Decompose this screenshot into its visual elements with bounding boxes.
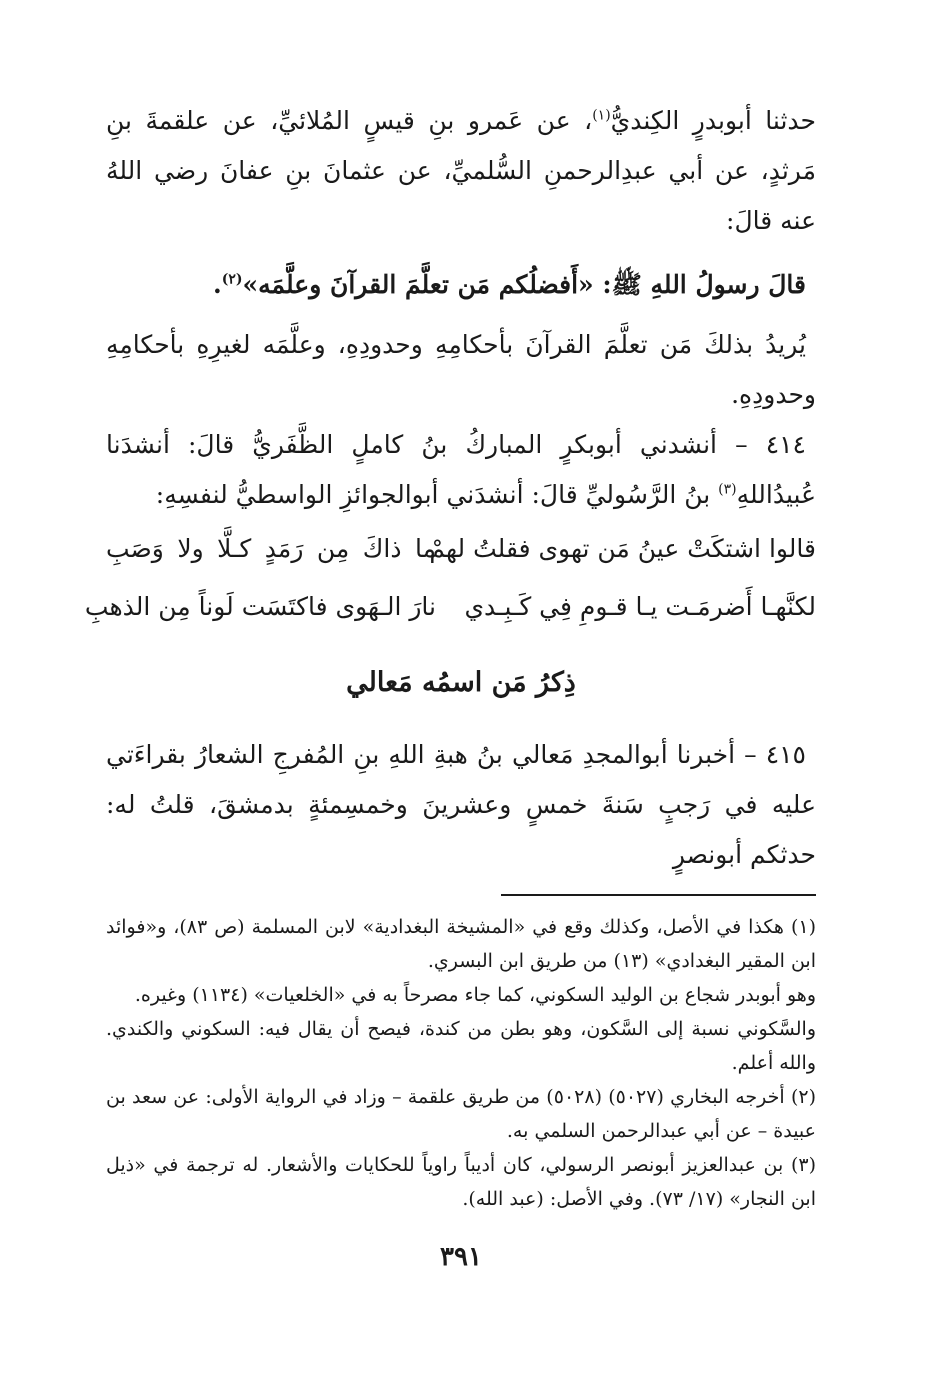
narration-number: ٤١٤	[765, 430, 806, 459]
book-page	[84, 96, 816, 1272]
isnad-paragraph	[106, 96, 816, 246]
verse-second-hemistich: ما ذاكَ مِن رَمَدٍ كـلَّا ولا وَصَبِ	[106, 534, 436, 563]
footnote-text: أخرجه البخاري (٥٠٢٧) (٥٠٢٨) من طريق علقمة – وزاد في الرواية الأولى: عن سعد بن عبيدة – عن أبي عبدالرحمن السلمي به.	[106, 1086, 816, 1142]
footnote-1-continued	[106, 1012, 816, 1080]
footnote-ref-2[interactable]: (٢)	[221, 271, 243, 288]
verse-first-hemistich: لكنَّهـا أَضرمَـت يـا قـومِ فِي كَـبِـدي	[464, 592, 816, 621]
narration-text: – أخبرنا أبوالمجدِ مَعالي بنُ هبةِ اللهِ بنِ المُفرجِ الشعارُ بقراءَتي عليه في رَجبٍ سَنةَ خمسٍ وعشرينَ وخمسِمئةٍ بدمشقَ، قلتُ له: حدثكم أبونصرٍ	[106, 740, 816, 869]
footnote-text: والسَّكوني نسبة إلى السَّكون، وهو بطن من كندة، فيصح أن يقال فيه: السكوني والكندي. والله أعلم.	[106, 1018, 816, 1074]
isnad-text-start: حدثنا أبوبدرٍ الكِنديُّ	[610, 106, 816, 135]
footnote-ref-3[interactable]: (٣)	[718, 481, 737, 498]
poem-verse	[106, 520, 816, 578]
hadith-end: .	[213, 270, 222, 299]
narration-414	[106, 420, 816, 520]
footnote-3	[106, 1148, 816, 1216]
page-number: ٣٩١	[440, 1242, 482, 1272]
verse-first-hemistich: قالوا اشتكَتْ عينُ مَن تهوى فقلتُ لهمْ	[429, 534, 816, 563]
footnote-text: هكذا في الأصل، وكذلك وقع في «المشيخة البغدادية» لابن المسلمة (ص ٨٣)، و«فوائد ابن المقير البغدادي» (١٣) من طريق ابن البسري.	[106, 916, 816, 972]
hadith-text	[106, 260, 816, 310]
footnotes	[106, 910, 816, 1216]
footnote-marker: (١)	[790, 916, 816, 938]
section-heading: ذِكرُ مَن اسمُه مَعالي	[346, 667, 576, 698]
hadith-body: قالَ رسولُ اللهِ ﷺ: «أَفضلُكم مَن تعلَّمَ القرآنَ وعلَّمَه»	[242, 270, 806, 299]
footnote-text: وهو أبوبدر شجاع بن الوليد السكوني، كما جاء مصرحاً به في «الخلعيات» (١١٣٤) وغيره.	[134, 984, 816, 1006]
explanation-paragraph: يُريدُ بذلكَ مَن تعلَّمَ القرآنَ بأحكامِهِ وحدودِهِ، وعلَّمَه لغيرِهِ بأحكامِهِ وحدودِهِ.	[106, 330, 816, 409]
isnad-text-rest: ، عن عَمرو بنِ قيسٍ المُلائيِّ، عن علقمةَ بنِ مَرثدٍ، عن أبي عبدِالرحمنِ السُّلميِّ، عن عثمانَ بنِ عفانَ رضي اللهُ عنه قالَ:	[106, 106, 816, 235]
footnote-separator	[501, 894, 816, 896]
footnote-marker: (٣)	[790, 1154, 816, 1176]
footnote-text: بن عبدالعزيز أبونصر الرسولي، كان أديباً راوياً للحكايات والأشعار. له ترجمة في «ذيل ابن النجار» (١٧/ ٧٣). وفي الأصل: (عبد الله).	[106, 1154, 816, 1210]
footnote-1-continued	[106, 978, 816, 1012]
main-text	[84, 96, 816, 880]
verse-second-hemistich: نارَ الـهَوى فاكتَسَت لَوناً مِن الذهبِ	[84, 592, 436, 621]
poem	[84, 520, 816, 636]
narration-text: – أنشدني أبوبكرٍ المباركُ بنُ كاملٍ الظَّفَريُّ قالَ: أنشدَنا عُبيدُاللهِ	[106, 430, 816, 509]
footnote-ref-1[interactable]: (١)	[592, 107, 611, 124]
footnote-marker: (٢)	[790, 1086, 816, 1108]
narration-415	[106, 730, 816, 880]
narration-number: ٤١٥	[765, 740, 806, 769]
narration-text-rest: بنُ الرَّسُوليِّ قالَ: أنشدَني أبوالجوائزِ الواسطيُّ لنفسِهِ:	[155, 480, 719, 509]
footnote-1	[106, 910, 816, 978]
footnote-2	[106, 1080, 816, 1148]
poem-verse	[84, 578, 816, 636]
